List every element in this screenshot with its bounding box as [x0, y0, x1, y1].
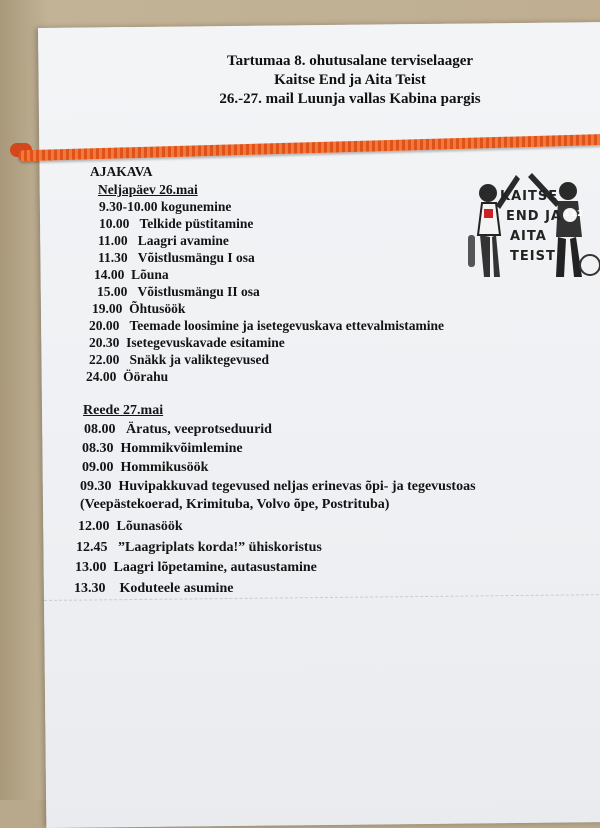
- list-item: 20.30 Isetegevuskavade esitamine: [89, 335, 285, 350]
- list-item: 24.00 Öörahu: [86, 369, 169, 384]
- list-item: 11.30 Võistlusmängu I osa: [98, 250, 255, 265]
- list-item: 12.45 ”Laagriplats korda!” ühiskoristus: [76, 540, 322, 555]
- list-item: 08.00 Äratus, veeprotseduurid: [84, 422, 272, 437]
- logo-word-kaitse: KAITSE: [500, 189, 559, 204]
- list-item: 20.00 Teemade loosimine ja isetegevuskava ettevalmistamine: [89, 318, 444, 333]
- header-date-location: 26.-27. mail Luunja vallas Kabina pargis: [219, 91, 481, 107]
- logo-figures-icon: [460, 165, 600, 283]
- list-item: 22.00 Snäkk ja valiktegevused: [89, 352, 270, 367]
- header-title: Tartumaa 8. ohutusalane terviselaager: [226, 53, 474, 69]
- list-item: 09.30 Huvipakkuvad tegevused neljas erinevas õpi- ja tegevustoas: [80, 479, 476, 494]
- kaitse-end-logo: [460, 165, 600, 283]
- list-item: 19.00 Õhtusöök: [92, 301, 186, 316]
- list-item: 13.00 Laagri lõpetamine, autasustamine: [75, 560, 317, 575]
- list-item: 08.30 Hommikvõimlemine: [82, 441, 243, 456]
- header-subtitle: Kaitse End ja Aita Teist: [274, 72, 426, 88]
- list-item: (Veepästekoerad, Krimituba, Volvo õpe, Postrituba): [80, 497, 390, 512]
- list-item: 13.30 Koduteele asumine: [74, 581, 234, 596]
- list-item: 11.00 Laagri avamine: [98, 233, 229, 248]
- list-item: 9.30-10.00 kogunemine: [99, 199, 232, 214]
- list-item: 14.00 Lõuna: [94, 267, 169, 282]
- logo-badge-112: 112: [564, 209, 584, 218]
- day1-label: Neljapäev 26.mai: [98, 182, 198, 197]
- logo-word-teist: TEIST: [510, 249, 556, 264]
- list-item: 12.00 Lõunasöök: [78, 519, 183, 534]
- day2-label: Reede 27.mai: [83, 403, 164, 418]
- list-item: 10.00 Telkide püstitamine: [99, 216, 254, 231]
- header-block: [160, 52, 540, 109]
- logo-word-aita: AITA: [510, 229, 547, 244]
- list-item: 15.00 Võistlusmängu II osa: [97, 284, 260, 299]
- schedule-title: AJAKAVA: [90, 164, 153, 179]
- list-item: 09.00 Hommikusöök: [82, 460, 209, 475]
- logo-word-end-ja: END JA: [506, 209, 562, 224]
